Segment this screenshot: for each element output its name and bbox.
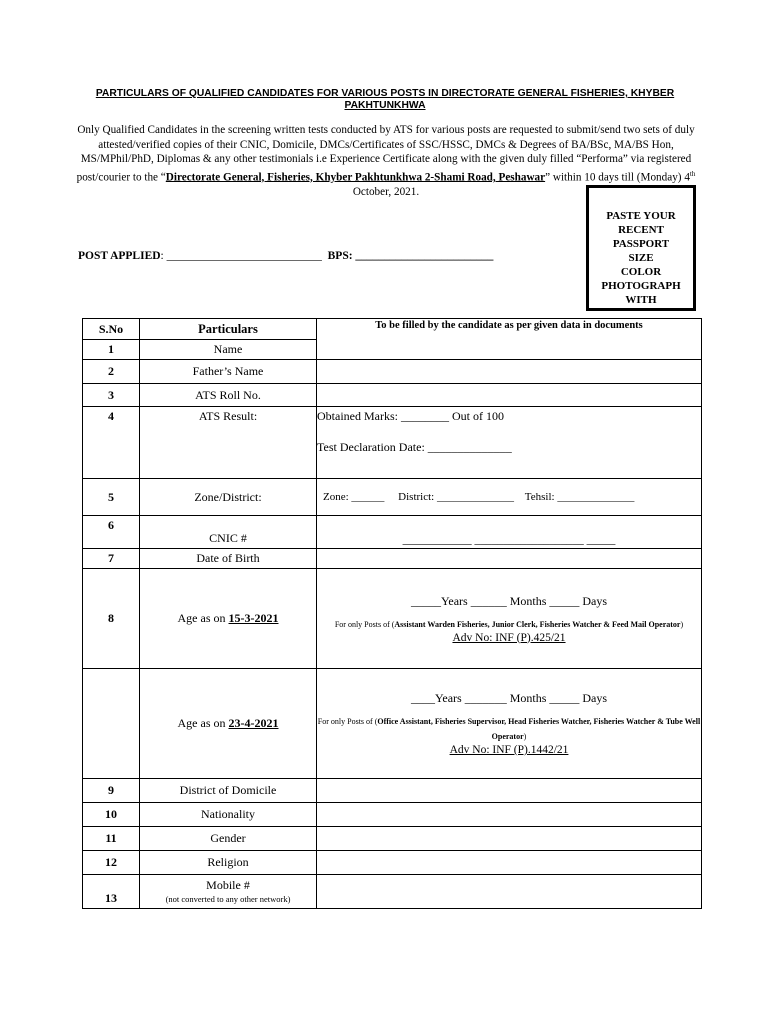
row-label: Age as on: [177, 716, 229, 730]
instructions-text: Only Qualified Candidates in the screening written tests conducted by ATS for various posts are requested to submit/send two sets of duly attested/verified copies of their CNIC, Domicile, DMCs/Certificates of SSC/HSSC, DMCs & Degrees of BA/BSc, MA/BS Hon, MS/MPhil/PhD, Diplomas & any other testimonials i.e Experience Certificate along with the given duly filled “Performa” via registered post/courier to the “: [76, 124, 695, 184]
table-row: [83, 803, 702, 827]
row-number: 7: [83, 549, 140, 569]
row-label: Zone/District:: [140, 479, 317, 516]
religion-field[interactable]: [317, 851, 702, 875]
table-row: [83, 669, 702, 779]
photo-line: WITH: [625, 294, 657, 306]
post-applied-label: POST APPLIED: [78, 250, 161, 262]
row-number: 6: [83, 516, 140, 549]
table-row: [83, 384, 702, 407]
row-label: District of Domicile: [140, 779, 317, 803]
age-date: 23-4-2021: [228, 716, 279, 730]
fill-header: To be filled by the candidate as per given data in documents: [317, 319, 702, 360]
row-label: Mobile #: [206, 877, 250, 892]
table-row: [83, 875, 702, 909]
row-number: 3: [83, 384, 140, 407]
row-label: Date of Birth: [140, 549, 317, 569]
photo-line: COLOR: [620, 266, 662, 278]
obtained-marks-field[interactable]: Obtained Marks: ________ Out of 100: [317, 409, 504, 423]
posts-note: [317, 714, 701, 744]
row-label: ATS Result:: [140, 407, 317, 479]
photo-line: PASSPORT: [612, 238, 670, 250]
photo-line: RECENT: [618, 224, 664, 236]
note-suffix: ): [523, 732, 527, 741]
age-field[interactable]: _____Years ______ Months _____ Days: [410, 593, 608, 608]
row-number: 5: [83, 479, 140, 516]
table-header-row: [83, 319, 702, 340]
advertisement-number: Adv No: INF (P).1442/21: [449, 744, 569, 756]
row-number: 11: [83, 827, 140, 851]
ats-roll-field[interactable]: [317, 384, 702, 407]
test-declaration-date-field[interactable]: Test Declaration Date: ______________: [317, 440, 512, 454]
gender-field[interactable]: [317, 827, 702, 851]
age-field[interactable]: ____Years _______ Months _____ Days: [410, 691, 608, 705]
note-prefix: For only Posts of (: [334, 619, 395, 629]
row-label: Name: [140, 340, 317, 360]
row-number: 13: [83, 875, 140, 909]
form-title: PARTICULARS OF QUALIFIED CANDIDATES FOR VARIOUS POSTS IN DIRECTORATE GENERAL FISHERIES, KHYBER PAKHTUNKHWA: [95, 88, 675, 111]
table-row: [83, 360, 702, 384]
age-date: 15-3-2021: [228, 611, 279, 625]
tehsil-field[interactable]: Tehsil: ______________: [524, 491, 635, 503]
bps-label[interactable]: BPS: ________________________: [327, 250, 494, 262]
deadline-text: ” within 10 days till (Monday) 4: [545, 171, 690, 184]
nationality-field[interactable]: [317, 803, 702, 827]
row-label: CNIC #: [140, 516, 317, 549]
table-row: [83, 407, 702, 479]
photo-line: SIZE: [628, 252, 654, 264]
mailing-address: Directorate General, Fisheries, Khyber Pakhtunkhwa 2-Shami Road, Peshawar: [165, 171, 546, 184]
row-number: 8: [83, 569, 140, 669]
table-row: [83, 516, 702, 549]
table-row: [83, 569, 702, 669]
row-label: Gender: [140, 827, 317, 851]
table-row: [83, 851, 702, 875]
row-label: Age as on: [177, 611, 229, 625]
post-applied-line[interactable]: [78, 250, 493, 262]
mobile-field[interactable]: [317, 875, 702, 909]
table-row: [83, 779, 702, 803]
note-suffix: ): [680, 619, 684, 629]
deadline-month: October, 2021.: [352, 185, 420, 198]
row-number: 1: [83, 340, 140, 360]
photo-box[interactable]: [586, 185, 696, 311]
deadline-ordinal: th: [689, 169, 696, 178]
fathers-name-field[interactable]: [317, 360, 702, 384]
domicile-field[interactable]: [317, 779, 702, 803]
advertisement-number: Adv No: INF (P).425/21: [452, 631, 566, 644]
row-label: Religion: [140, 851, 317, 875]
row-number: 4: [83, 407, 140, 479]
row-label: ATS Roll No.: [140, 384, 317, 407]
row-label: Father’s Name: [140, 360, 317, 384]
post-applied-blank[interactable]: : ___________________________: [160, 250, 322, 262]
table-row: [83, 549, 702, 569]
posts-note: [317, 617, 701, 632]
photo-line: PASTE YOUR: [606, 210, 676, 222]
row-number: 10: [83, 803, 140, 827]
note-posts: Assistant Warden Fisheries, Junior Clerk, Fisheries Watcher & Feed Mail Operator: [394, 619, 681, 629]
row-number: 9: [83, 779, 140, 803]
dob-field[interactable]: [317, 549, 702, 569]
table-row: [83, 827, 702, 851]
row-label: Nationality: [140, 803, 317, 827]
particulars-header: Particulars: [140, 319, 317, 340]
row-number: 12: [83, 851, 140, 875]
zone-field[interactable]: Zone: ______: [323, 491, 385, 503]
particulars-table: [82, 318, 702, 909]
note-prefix: For only Posts of (: [317, 717, 378, 726]
note-posts: Office Assistant, Fisheries Supervisor, Head Fisheries Watcher, Fisheries Watcher & Tube Well Operator: [377, 717, 701, 741]
row-number: 2: [83, 360, 140, 384]
mobile-note: (not converted to any other network): [165, 893, 291, 904]
cnic-field[interactable]: ____________ ___________________ _____: [317, 516, 702, 549]
sno-header: S.No: [83, 319, 140, 340]
table-row: [83, 479, 702, 516]
district-field[interactable]: District: ______________: [398, 491, 514, 503]
photo-line: PHOTOGRAPH: [601, 280, 681, 292]
